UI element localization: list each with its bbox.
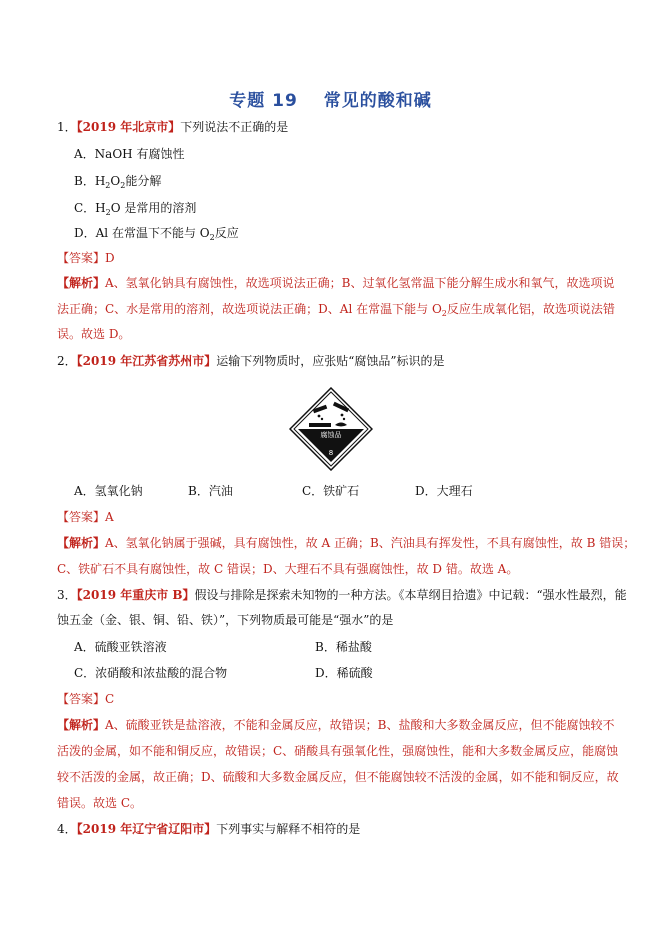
q2-explanation-line-1: 【解析】A、氢氧化钠属于强碱，具有腐蚀性，故 A 正确；B、汽油具有挥发性，不具有腐蚀性，故 B 错误； bbox=[57, 536, 636, 550]
q1-option-b: B．$H_2O_2$能分解 bbox=[74, 174, 162, 190]
sign-class-number: 8 bbox=[328, 449, 334, 457]
q2-option-b: B．汽油 bbox=[188, 484, 233, 498]
topic-number: 专题 19 bbox=[229, 91, 298, 111]
question-number: 2． bbox=[57, 354, 77, 368]
q2-option-a: A．氢氧化钠 bbox=[74, 484, 143, 498]
q3-option-a: A．硫酸亚铁溶液 bbox=[74, 640, 167, 654]
q1-explanation-line-3: 误。故选 D。 bbox=[57, 327, 131, 341]
q1-option-a: A．NaOH 有腐蚀性 bbox=[74, 147, 185, 161]
question-1-stem bbox=[57, 118, 288, 136]
q3-option-d: D．稀硫酸 bbox=[315, 666, 373, 680]
q2-option-c: C．铁矿石 bbox=[302, 484, 360, 498]
q2-option-d: D．大理石 bbox=[415, 484, 473, 498]
q3-answer: 【答案】C bbox=[57, 692, 115, 706]
question-source: 【2019 年辽宁省辽阳市】 bbox=[76, 822, 217, 836]
page-title bbox=[0, 86, 661, 111]
topic-name: 常见的酸和碱 bbox=[323, 91, 432, 111]
q1-answer: 【答案】D bbox=[57, 251, 115, 265]
q3-explanation-line-3: 较不活泼的金属，故正确；D、硫酸和大多数金属反应，但不能腐蚀较不活泼的金属，如不能和铜反应，故 bbox=[57, 770, 619, 784]
question-text: 假设与排除是探索未知物的一种方法。《本草纲目拾遗》中记载：“强水性最烈，能 bbox=[194, 588, 627, 602]
question-3-stem-line-1 bbox=[57, 586, 627, 604]
question-text: 下列说法不正确的是 bbox=[180, 120, 289, 134]
corrosive-hazard-sign bbox=[289, 387, 373, 471]
question-source: 【2019 年重庆市 B】 bbox=[76, 588, 195, 602]
q3-explanation-line-1: 【解析】A、硫酸亚铁是盐溶液，不能和金属反应，故错误；B、盐酸和大多数金属反应，但不能腐蚀较不 bbox=[57, 718, 615, 732]
q1-option-d: D．Al 在常温下不能与 $O_2$反应 bbox=[74, 226, 239, 242]
question-2-stem bbox=[57, 352, 445, 370]
question-text: 运输下列物质时，应张贴“腐蚀品”标识的是 bbox=[216, 354, 445, 368]
q3-option-b: B．稀盐酸 bbox=[315, 640, 372, 654]
q1-explanation-line-1: 【解析】A、氢氧化钠具有腐蚀性，故选项说法正确；B、过氧化氢常温下能分解生成水和氧气，故选项说 bbox=[57, 276, 615, 290]
q3-option-c: C．浓硝酸和浓盐酸的混合物 bbox=[74, 666, 228, 680]
question-source: 【2019 年北京市】 bbox=[76, 120, 181, 134]
q2-explanation-line-2: C、铁矿石不具有腐蚀性，故 C 错误；D、大理石不具有强腐蚀性，故 D 错。故选 A。 bbox=[57, 562, 519, 576]
question-number: 1． bbox=[57, 120, 77, 134]
question-4-stem bbox=[57, 820, 360, 838]
question-number: 4． bbox=[57, 822, 77, 836]
q3-explanation-line-4: 错误。故选 C。 bbox=[57, 796, 142, 810]
q2-answer: 【答案】A bbox=[57, 510, 114, 524]
question-source: 【2019 年江苏省苏州市】 bbox=[76, 354, 217, 368]
sign-label: 腐蚀品 bbox=[320, 431, 342, 439]
question-text: 下列事实与解释不相符的是 bbox=[216, 822, 361, 836]
question-3-stem-line-2: 蚀五金（金、银、铜、铅、铁）”，下列物质最可能是“强水”的是 bbox=[57, 613, 394, 627]
q1-option-c: C．$H_2O$ 是常用的溶剂 bbox=[74, 201, 197, 217]
corrosive-diamond-icon bbox=[289, 387, 373, 471]
q3-explanation-line-2: 活泼的金属，如不能和铜反应，故错误；C、硝酸具有强氧化性，强腐蚀性，能和大多数金属反应，能腐蚀 bbox=[57, 744, 619, 758]
q1-explanation-line-2: 法正确；C、水是常用的溶剂，故选项说法正确；D、Al 在常温下能与 $O_2$反应生成氧化铝，故选项说法错 bbox=[57, 302, 615, 318]
question-number: 3． bbox=[57, 588, 77, 602]
